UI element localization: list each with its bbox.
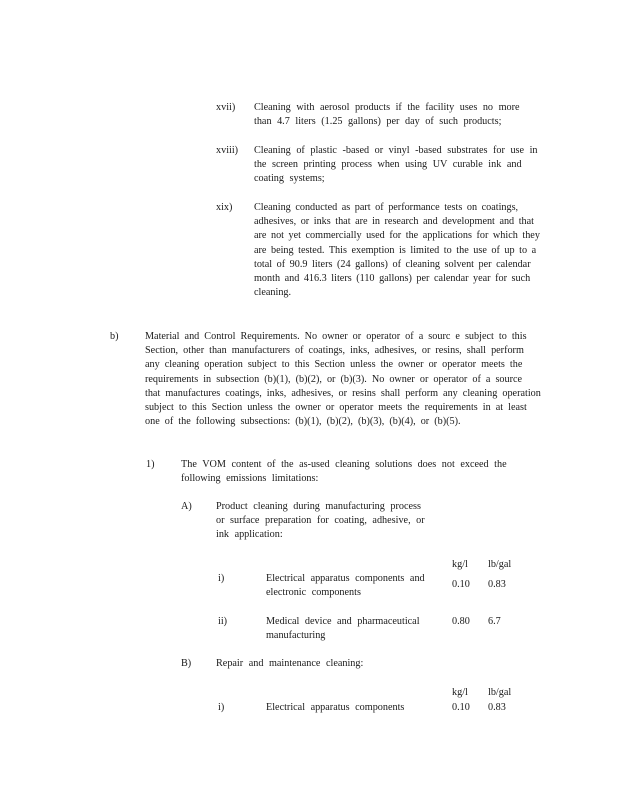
section-b-label: b) bbox=[110, 331, 119, 342]
category-a-text: Product cleaning during manufacturing process or surface preparation for coating, adhesive, or ink application: bbox=[216, 501, 425, 541]
row-label: ii) bbox=[218, 616, 228, 627]
row-label: i) bbox=[218, 573, 225, 584]
exemption-label: xix) bbox=[216, 202, 233, 213]
row-kg-value: 0.10 bbox=[452, 702, 470, 713]
category-b-label: B) bbox=[181, 658, 192, 669]
section-b-text: Material and Control Requirements. No owner or operator of a sourc e subject to this Section, other than manufacturers of coatings, inks, adhesives, or resins, shall perform any cleaning operation subject to this Section unless the owner or operator meets the requirements in subsection (b)(1), (b)(2), or (b)(3). No owner or operator of a source that manufactures coatings, inks, adhesives, or resins shall perform any cleaning operation subject to this Section unless the owner or operator meets the requirements in at least one of the following subsections: (b)(1), (b)(2), (b)(3), (b)(4), or (b)(5). bbox=[145, 331, 541, 428]
row-lb-value: 0.83 bbox=[488, 579, 506, 590]
row-text: Electrical apparatus components bbox=[266, 702, 405, 713]
row-kg-value: 0.10 bbox=[452, 579, 470, 590]
row-kg-value: 0.80 bbox=[452, 616, 470, 627]
item-1-text: The VOM content of the as-used cleaning solutions does not exceed the following emissions limitations: bbox=[181, 459, 507, 485]
row-label: i) bbox=[218, 702, 225, 713]
exemption-label: xvii) bbox=[216, 102, 236, 113]
exemption-text: Cleaning conducted as part of performance tests on coatings, adhesives, or inks that are in research and development and that are not yet commercially used for the applications for which they are being tested. This exemption is limited to the use of up to a total of 90.9 liters (24 gallons) of cleaning solvent per calendar month and 416.3 liters (110 gallons) per calendar year for such cleaning. bbox=[254, 202, 540, 299]
exemption-label: xviii) bbox=[216, 145, 239, 156]
unit-kg-header: kg/l bbox=[452, 559, 468, 570]
exemption-text: Cleaning of plastic -based or vinyl -based substrates for use in the screen printing process when using UV curable ink and coating systems; bbox=[254, 145, 538, 185]
unit-lb-header: lb/gal bbox=[488, 687, 512, 698]
category-a-label: A) bbox=[181, 501, 192, 512]
row-text: Medical device and pharmaceutical manufacturing bbox=[266, 616, 420, 642]
unit-lb-header: lb/gal bbox=[488, 559, 512, 570]
unit-kg-header: kg/l bbox=[452, 687, 468, 698]
row-lb-value: 6.7 bbox=[488, 616, 501, 627]
row-text: Electrical apparatus components and electronic components bbox=[266, 573, 425, 599]
category-b-text: Repair and maintenance cleaning: bbox=[216, 658, 364, 669]
item-1-label: 1) bbox=[146, 459, 155, 470]
row-lb-value: 0.83 bbox=[488, 702, 506, 713]
exemption-text: Cleaning with aerosol products if the facility uses no more than 4.7 liters (1.25 gallons) per day of such products; bbox=[254, 102, 520, 128]
